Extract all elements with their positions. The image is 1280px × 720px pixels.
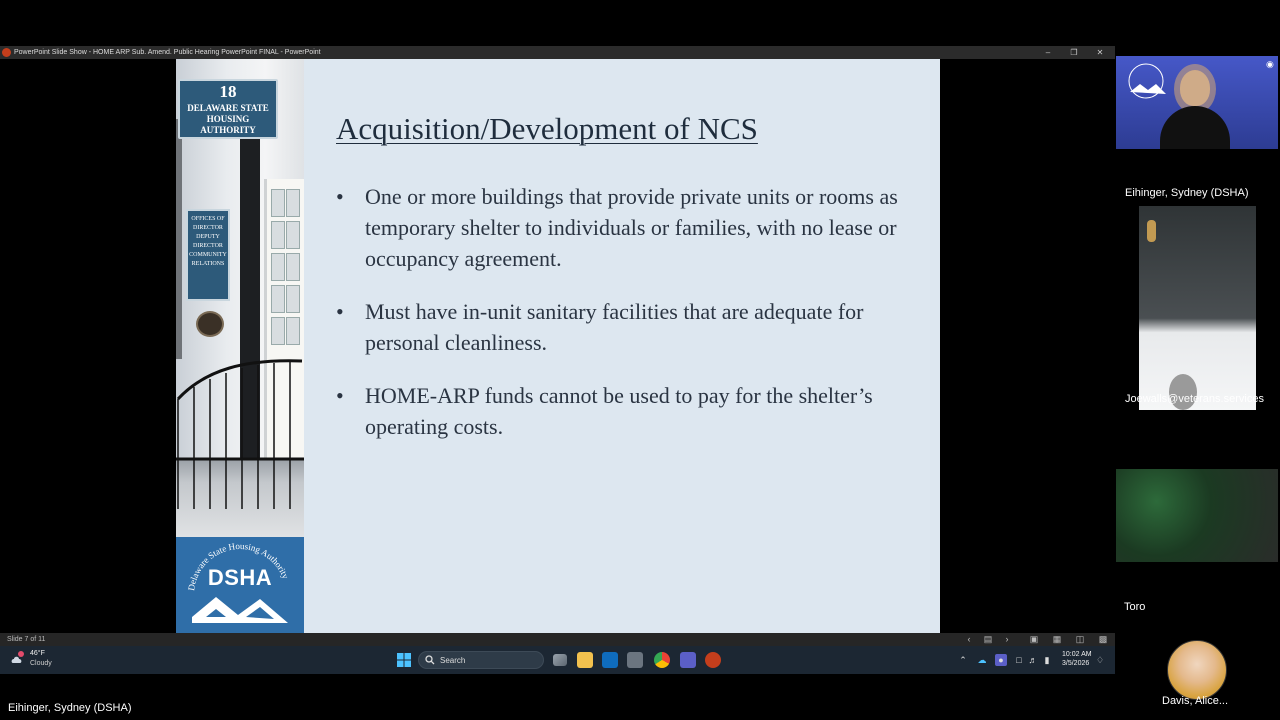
building-photo — [176, 59, 304, 537]
teams-icon[interactable] — [680, 652, 696, 668]
chrome-icon[interactable] — [654, 652, 670, 668]
logo-arc-text: Delaware State Housing Authority — [186, 540, 291, 592]
onedrive-icon[interactable]: ☁ — [977, 655, 987, 665]
taskbar-search-box[interactable] — [418, 651, 544, 669]
snipping-tool-icon[interactable] — [627, 652, 643, 668]
offices-sign — [186, 209, 230, 301]
participant-video-joewalls[interactable] — [1139, 206, 1256, 410]
weather-temperature: 46°F — [30, 650, 45, 657]
windows-start-icon[interactable] — [397, 653, 411, 667]
search-label: Search — [440, 656, 466, 665]
participant-video-toro[interactable] — [1116, 469, 1278, 562]
next-slide-icon[interactable]: › — [1005, 634, 1009, 644]
task-view-icon[interactable] — [553, 654, 567, 666]
list-item — [336, 380, 916, 442]
sign-agency: DELAWARE STATE HOUSING AUTHORITY — [187, 103, 269, 135]
bullet-text: HOME-ARP funds cannot be used to pay for the shelter’s operating costs. — [365, 383, 873, 439]
volume-icon[interactable]: ♬ — [1028, 655, 1038, 665]
cloudy-weather-icon[interactable] — [10, 650, 26, 666]
window-titlebar — [0, 46, 1115, 59]
outlook-icon[interactable] — [602, 652, 618, 668]
bullet-glyph: • — [336, 383, 344, 408]
dsha-logo-overlay — [1120, 62, 1172, 100]
weather-description: Cloudy — [30, 660, 52, 667]
bullet-text: One or more buildings that provide private units or rooms as temporary shelter to individuals or families, with no lease or occupancy agreement. — [365, 184, 898, 271]
offices-line: DIRECTOR — [193, 225, 223, 231]
list-item — [336, 296, 916, 358]
clock-date: 3/5/2026 — [1062, 660, 1090, 667]
slide-counter: Slide 7 of 11 — [7, 636, 46, 643]
plaque — [196, 311, 224, 337]
previous-slide-icon[interactable]: ‹ — [967, 634, 971, 644]
offices-line: COMMUNITY RELATIONS — [189, 252, 227, 267]
powerpoint-logo-icon — [2, 48, 11, 57]
wall-lamp — [1147, 220, 1156, 242]
powerpoint-window — [0, 46, 1115, 646]
network-icon[interactable]: □ — [1016, 655, 1022, 665]
column — [176, 119, 182, 359]
sign-number: 18 — [219, 82, 237, 101]
bullet-glyph: • — [336, 299, 344, 324]
clock-time: 10:02 AM — [1062, 651, 1092, 658]
slideshow-status-bar — [0, 633, 1115, 646]
participant-name: Davis, Alice... — [1162, 695, 1229, 707]
search-icon — [425, 655, 435, 665]
presenter-view-icon[interactable]: ▩ — [1098, 634, 1108, 644]
dsha-logo — [176, 537, 304, 633]
bullet-glyph: • — [336, 184, 344, 209]
restore-button[interactable]: ❐ — [1070, 48, 1078, 57]
slide — [176, 59, 940, 633]
minimize-button[interactable]: – — [1045, 48, 1051, 57]
avatar[interactable] — [1167, 640, 1227, 700]
address-sign — [178, 79, 278, 139]
participant-name: Toro — [1124, 601, 1146, 613]
battery-icon[interactable]: ▮ — [1044, 655, 1050, 665]
notification-bell-icon[interactable]: ♢ — [1095, 655, 1105, 665]
offices-line: OFFICES OF — [191, 216, 225, 222]
bullet-list — [336, 181, 916, 464]
microphone-icon[interactable]: ● — [995, 654, 1007, 666]
bullet-text: Must have in-unit sanitary facilities that are adequate for personal cleanliness. — [365, 299, 864, 355]
railing-icon — [176, 359, 304, 509]
slide-sorter-icon[interactable]: ▦ — [1052, 634, 1062, 644]
normal-view-icon[interactable]: ▣ — [1029, 634, 1039, 644]
chevron-up-icon[interactable]: ⌃ — [959, 655, 967, 665]
participant-name: Joewalls@veterans.services — [1125, 393, 1264, 405]
slide-title: Acquisition/Development of NCS — [336, 111, 758, 146]
participant-video-eihinger[interactable] — [1116, 56, 1278, 149]
active-speaker-name: Eihinger, Sydney (DSHA) — [8, 702, 132, 714]
windows-taskbar — [0, 646, 1115, 674]
close-button[interactable]: ✕ — [1096, 48, 1104, 57]
logo-wordmark: DSHA — [207, 565, 273, 590]
participant-name: Eihinger, Sydney (DSHA) — [1125, 187, 1249, 199]
list-item — [336, 181, 916, 274]
offices-line: DEPUTY DIRECTOR — [193, 234, 223, 249]
file-explorer-icon[interactable] — [577, 652, 593, 668]
reading-view-icon[interactable]: ◫ — [1075, 634, 1085, 644]
powerpoint-taskbar-icon[interactable] — [705, 652, 721, 668]
window-title: PowerPoint Slide Show - HOME ARP Sub. Amend. Public Hearing PowerPoint FINAL - PowerPoint — [14, 49, 321, 56]
slide-menu-icon[interactable]: ▤ — [983, 634, 993, 644]
camera-icon[interactable]: ◉ — [1266, 59, 1274, 69]
